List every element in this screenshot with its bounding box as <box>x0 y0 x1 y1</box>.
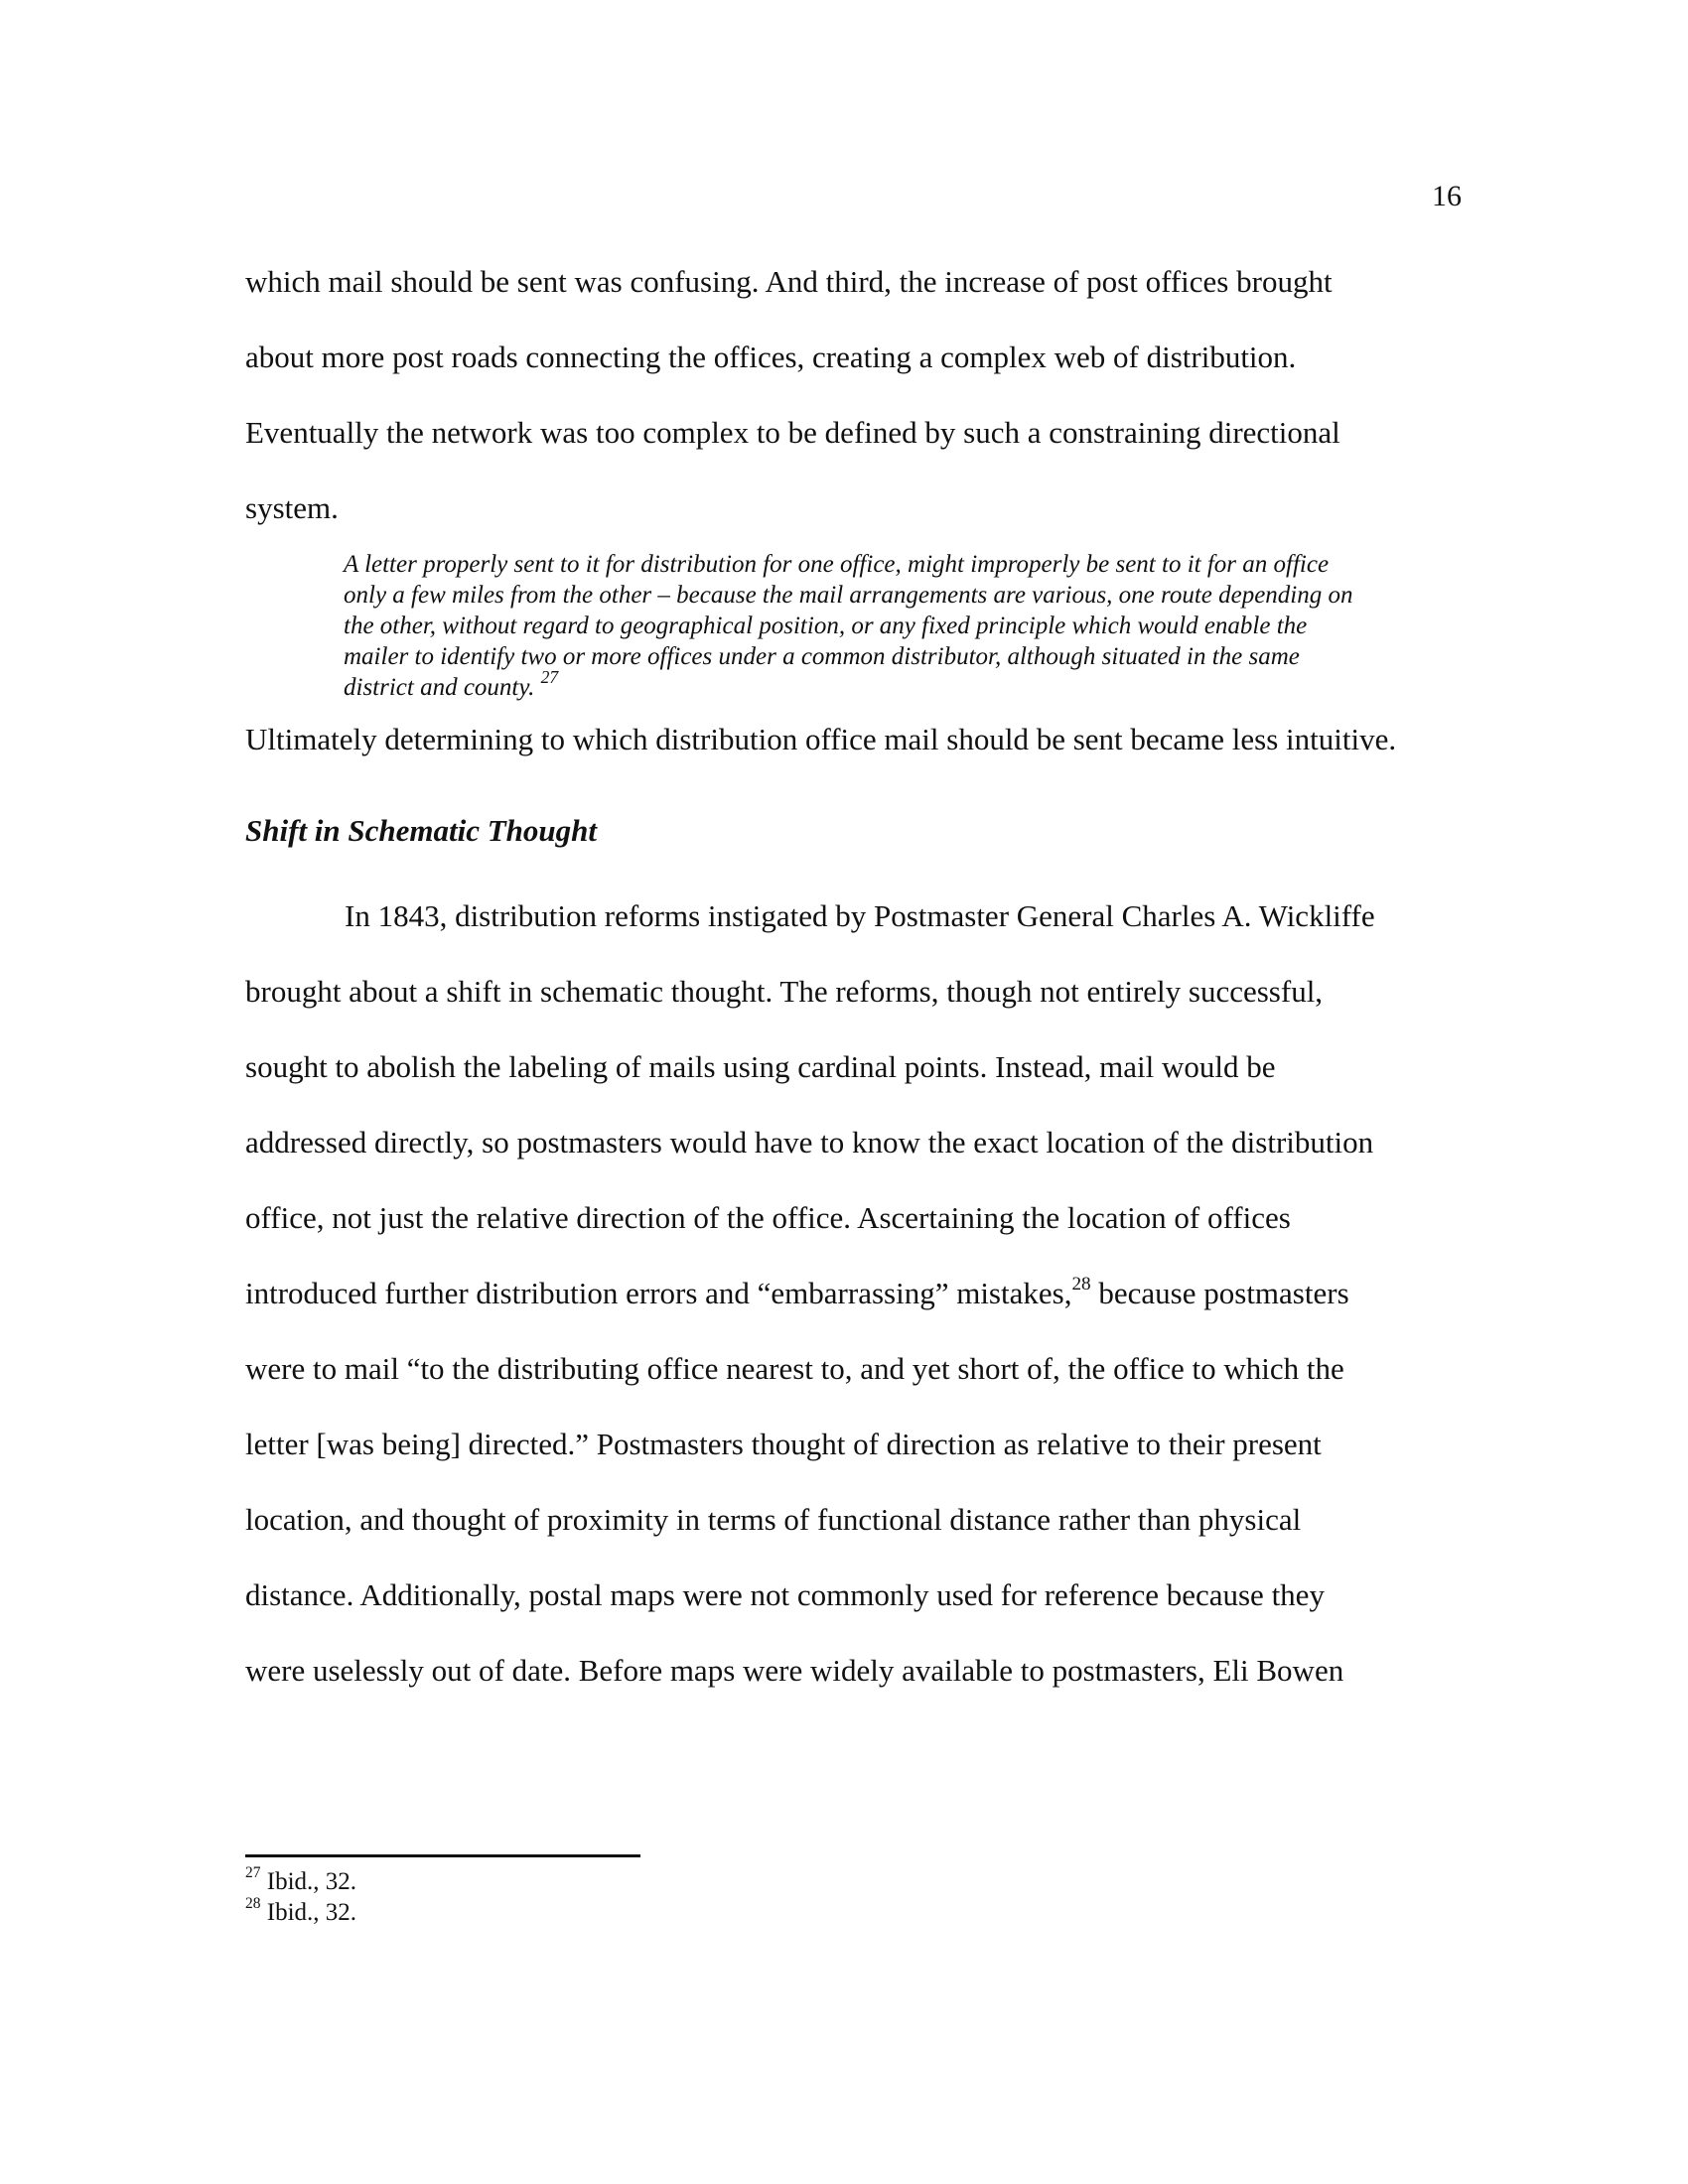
footnotes <box>245 1866 356 1928</box>
footnote-ref-28: 28 <box>1071 1273 1091 1295</box>
paragraph-line: In 1843, distribution reforms instigated by Postmaster General Charles A. Wickliffe <box>345 898 1375 933</box>
block-quote-line-last <box>344 667 1485 703</box>
paragraph-body-text <box>245 879 1486 1708</box>
footnote-text: Ibid., 32. <box>260 1899 357 1926</box>
page-number: 16 <box>1432 180 1462 212</box>
block-quote-line: the other, without regard to geographical position, or any fixed principle which would enable the <box>344 613 1308 639</box>
block-quote <box>344 549 1485 703</box>
paragraph-line: were uselessly out of date. Before maps were widely available to postmasters, Eli Bowen <box>245 1653 1344 1688</box>
after-quote-sentence: Ultimately determining to which distribution office mail should be sent became less intuitive. <box>245 722 1397 756</box>
footnote-number: 28 <box>245 1895 261 1913</box>
paragraph-line: distance. Additionally, postal maps were not commonly used for reference because they <box>245 1577 1325 1612</box>
paragraph-line: letter [was being] directed.” Postmasters thought of direction as relative to their present <box>245 1427 1322 1461</box>
footnote-text: Ibid., 32. <box>260 1868 357 1895</box>
paragraph-line-segment: introduced further distribution errors and “embarrassing” mistakes, <box>245 1276 1072 1310</box>
paragraph-continuation-body <box>245 244 1486 546</box>
footnote-27 <box>245 1866 356 1897</box>
paragraph-line: addressed directly, so postmasters would have to know the exact location of the distribution <box>245 1125 1374 1160</box>
section-heading: Shift in Schematic Thought <box>245 813 598 848</box>
footnote-28 <box>245 1897 356 1928</box>
paragraph-line: system. <box>245 490 339 525</box>
block-quote-line-text: district and county. <box>344 674 535 701</box>
paragraph-line: Eventually the network was too complex to be defined by such a constraining directional <box>245 415 1340 450</box>
paragraph-line: location, and thought of proximity in terms of functional distance rather than physical <box>245 1502 1302 1537</box>
footnote-ref-27: 27 <box>540 667 559 688</box>
paragraph-line: sought to abolish the labeling of mails using cardinal points. Instead, mail would be <box>245 1049 1276 1084</box>
block-quote-line: A letter properly sent to it for distribution for one office, might improperly be sent to it for an office <box>344 551 1330 578</box>
paragraph-line-segment: because postmasters <box>1090 1276 1349 1310</box>
paragraph-continuation <box>245 244 1486 546</box>
footnote-divider <box>245 1854 640 1857</box>
paragraph-line-with-ref <box>245 1256 1486 1331</box>
paragraph-line: about more post roads connecting the offices, creating a complex web of distribution. <box>245 340 1297 374</box>
paragraph-line: office, not just the relative direction of the office. Ascertaining the location of offices <box>245 1200 1291 1235</box>
paragraph-body <box>245 879 1486 1708</box>
block-quote-line: only a few miles from the other – because the mail arrangements are various, one route depending on <box>344 582 1353 609</box>
footnote-number: 27 <box>245 1864 261 1882</box>
block-quote-line: mailer to identify two or more offices under a common distributor, although situated in the same <box>344 643 1300 670</box>
paragraph-line: which mail should be sent was confusing. And third, the increase of post offices brought <box>245 264 1333 299</box>
paragraph-line: were to mail “to the distributing office nearest to, and yet short of, the office to which the <box>245 1351 1344 1386</box>
paragraph-line: brought about a shift in schematic thought. The reforms, though not entirely successful, <box>245 974 1324 1009</box>
